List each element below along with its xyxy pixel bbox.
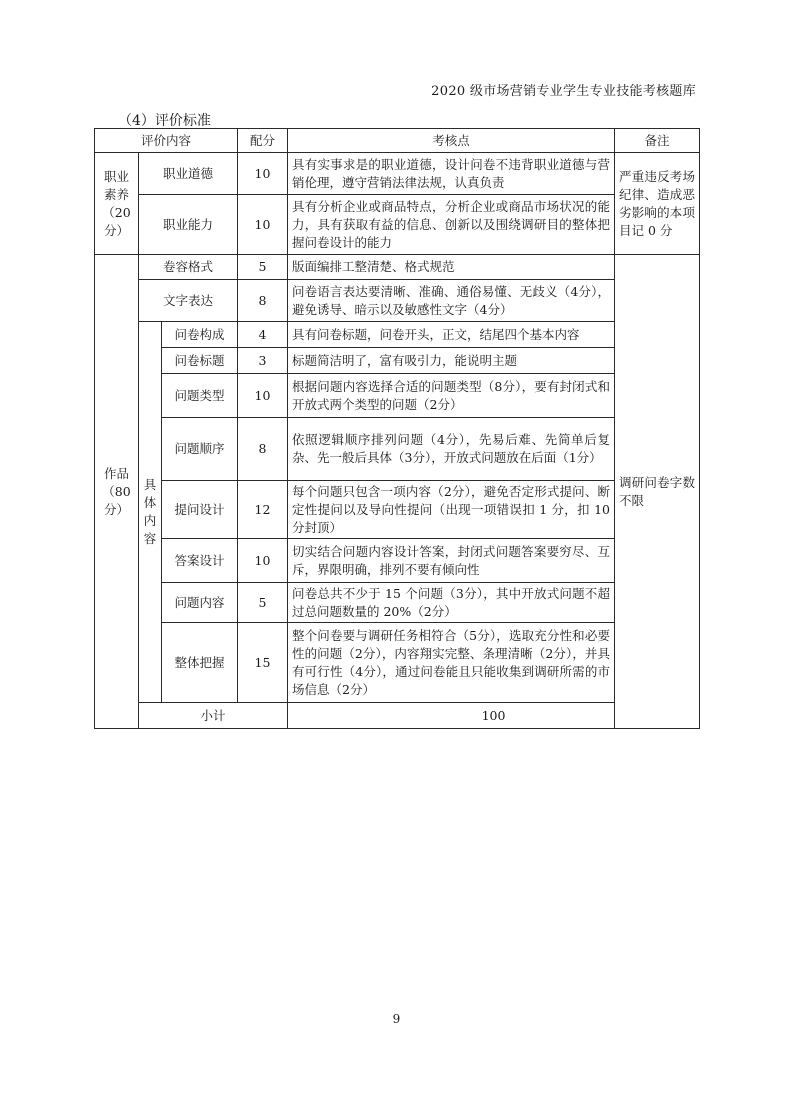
professional-category-label: 职业 素养 （20 分） bbox=[95, 153, 139, 255]
work-category-label: 作品 （80 分） bbox=[95, 255, 139, 729]
subtotal-row bbox=[95, 703, 700, 729]
item-name: 卷容格式 bbox=[139, 255, 238, 280]
table-row bbox=[95, 280, 700, 322]
page-header: 2020 级市场营销专业学生专业技能考核题库 bbox=[431, 84, 696, 99]
item-description: 标题简洁明了，富有吸引力，能说明主题 bbox=[288, 348, 615, 374]
item-description: 每个问题只包含一项内容（2分），避免否定形式提问、断定性提问以及导向性提问（出现一项错误扣 1 分，扣 10 分封顶） bbox=[288, 481, 615, 539]
item-score: 8 bbox=[238, 418, 288, 481]
item-score: 10 bbox=[238, 539, 288, 583]
item-score: 10 bbox=[238, 153, 288, 195]
table-row bbox=[95, 374, 700, 418]
header-score: 配分 bbox=[238, 129, 288, 153]
table-row bbox=[95, 418, 700, 481]
item-name: 问题顺序 bbox=[162, 418, 238, 481]
section-title: （4）评价标准 bbox=[118, 113, 211, 129]
item-score: 10 bbox=[238, 374, 288, 418]
item-description: 切实结合问题内容设计答案，封闭式问题答案要穷尽、互斥，界限明确，排列不要有倾向性 bbox=[288, 539, 615, 583]
item-description: 问卷总共不少于 15 个问题（3分），其中开放式问题不超过总问题数量的 20%（2分） bbox=[288, 583, 615, 623]
table-row bbox=[95, 481, 700, 539]
table-row bbox=[95, 153, 700, 195]
item-description: 版面编排工整清楚、格式规范 bbox=[288, 255, 615, 280]
table-row bbox=[95, 539, 700, 583]
item-score: 5 bbox=[238, 255, 288, 280]
table-row bbox=[95, 255, 700, 280]
item-name: 问卷标题 bbox=[162, 348, 238, 374]
table-row bbox=[95, 348, 700, 374]
item-description: 根据问题内容选择合适的问题类型（8分），要有封闭式和开放式两个类型的问题（2分） bbox=[288, 374, 615, 418]
item-name: 答案设计 bbox=[162, 539, 238, 583]
table-row bbox=[95, 623, 700, 703]
item-description: 具有分析企业或商品特点，分析企业或商品市场状况的能力，具有获取有益的信息、创新以及围绕调研目的整体把握问卷设计的能力 bbox=[288, 195, 615, 255]
header-points: 考核点 bbox=[288, 129, 615, 153]
item-name: 文字表达 bbox=[139, 280, 238, 322]
item-name: 问卷构成 bbox=[162, 322, 238, 348]
item-name: 职业能力 bbox=[139, 195, 238, 255]
header-content: 评价内容 bbox=[95, 129, 238, 153]
item-description: 问卷语言表达要清晰、准确、通俗易懂、无歧义（4分），避免诱导、暗示以及敏感性文字（4分） bbox=[288, 280, 615, 322]
item-score: 12 bbox=[238, 481, 288, 539]
item-score: 3 bbox=[238, 348, 288, 374]
professional-note: 严重违反考场纪律、造成恶劣影响的本项目记 0 分 bbox=[615, 153, 700, 255]
item-score: 8 bbox=[238, 280, 288, 322]
item-description: 具有问卷标题，问卷开头，正文，结尾四个基本内容 bbox=[288, 322, 615, 348]
item-score: 5 bbox=[238, 583, 288, 623]
page-number: 9 bbox=[392, 1012, 401, 1026]
header-note: 备注 bbox=[615, 129, 700, 153]
subtotal-value: 100 bbox=[288, 703, 700, 729]
table-row bbox=[95, 195, 700, 255]
item-name: 问题内容 bbox=[162, 583, 238, 623]
item-name: 整体把握 bbox=[162, 623, 238, 703]
table-row bbox=[95, 322, 700, 348]
table-row bbox=[95, 583, 700, 623]
item-description: 依照逻辑顺序排列问题（4分），先易后难、先简单后复杂、先一般后具体（3分），开放式问题放在后面（1分） bbox=[288, 418, 615, 481]
subtotal-label: 小计 bbox=[139, 703, 288, 729]
work-note: 调研问卷字数不限 bbox=[615, 255, 700, 729]
evaluation-criteria-table bbox=[94, 128, 700, 729]
header-row bbox=[95, 129, 700, 153]
item-score: 15 bbox=[238, 623, 288, 703]
item-score: 10 bbox=[238, 195, 288, 255]
item-description: 具有实事求是的职业道德，设计问卷不违背职业道德与营销伦理，遵守营销法律法规，认真负责 bbox=[288, 153, 615, 195]
item-name: 职业道德 bbox=[139, 153, 238, 195]
item-name: 问题类型 bbox=[162, 374, 238, 418]
item-name: 提问设计 bbox=[162, 481, 238, 539]
specific-content-label: 具 体 内 容 bbox=[139, 322, 162, 703]
item-score: 4 bbox=[238, 322, 288, 348]
item-description: 整个问卷要与调研任务相符合（5分），选取充分性和必要性的问题（2分），内容翔实完整、条理清晰（2分），并具有可行性（4分），通过问卷能且只能收集到调研所需的市场信息（2分） bbox=[288, 623, 615, 703]
